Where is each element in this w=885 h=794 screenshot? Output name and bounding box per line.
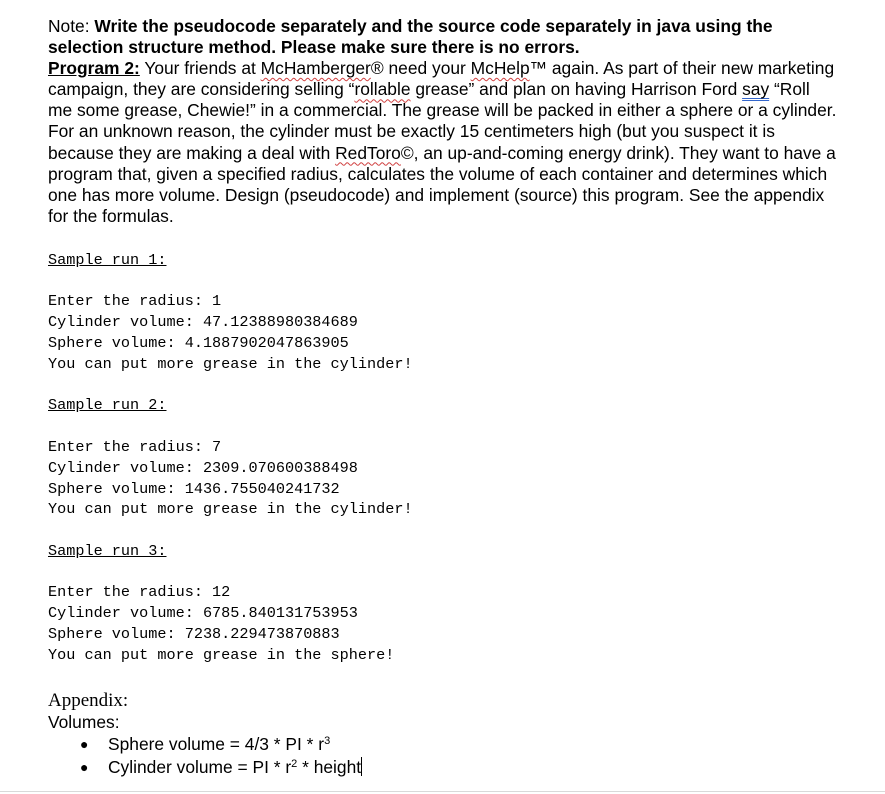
bullet-icon: ● bbox=[80, 758, 89, 775]
appendix-subtitle: Volumes: bbox=[48, 711, 120, 732]
program-text: “Roll me some grease, Chewie!” in a commercial. The grease will be packed in either a sphere or a cylinder. For an unknown reason, the cylinder must be exactly 15 centimeters high (but you suspect it is because they are making a deal with bbox=[48, 79, 837, 163]
sample-run-2 bbox=[48, 395, 838, 520]
output-line: Cylinder volume: 2309.070600388498 bbox=[48, 458, 358, 477]
program-text: ® need your bbox=[370, 58, 471, 79]
formula-exponent: 3 bbox=[324, 734, 331, 747]
output-line: You can put more grease in the sphere! bbox=[48, 645, 395, 664]
spellcheck-word[interactable]: rollable bbox=[354, 79, 411, 100]
note-paragraph bbox=[48, 16, 838, 58]
program-text: grease” and plan on having Harrison Ford bbox=[410, 79, 743, 100]
output-line: Cylinder volume: 47.12388980384689 bbox=[48, 313, 358, 332]
output-line: Cylinder volume: 6785.840131753953 bbox=[48, 604, 358, 623]
sample-run-1 bbox=[48, 250, 838, 375]
bullet-icon: ● bbox=[80, 735, 89, 752]
sample-run-heading: Sample run 2: bbox=[48, 396, 167, 415]
formula-text: Cylinder volume = PI * r bbox=[108, 756, 292, 777]
spellcheck-word[interactable]: RedToro bbox=[335, 142, 401, 163]
program-label: Program 2: bbox=[48, 58, 140, 79]
formula-text: Sphere volume = 4/3 * PI * r bbox=[108, 733, 325, 754]
formula-list bbox=[48, 733, 838, 779]
output-line: Enter the radius: 12 bbox=[48, 583, 231, 602]
note-instructions: Write the pseudocode separately and the source code separately in java using the selection structure method. Please make sure there is no errors. bbox=[48, 16, 773, 58]
sample-run-heading: Sample run 3: bbox=[48, 541, 167, 560]
output-line: You can put more grease in the cylinder! bbox=[48, 354, 413, 373]
output-line: Enter the radius: 7 bbox=[48, 437, 222, 456]
spellcheck-word[interactable]: McHamberger bbox=[260, 58, 371, 79]
sample-run-heading: Sample run 1: bbox=[48, 250, 167, 269]
output-line: Enter the radius: 1 bbox=[48, 292, 222, 311]
formula-item-sphere bbox=[80, 733, 838, 756]
appendix-title: Appendix: bbox=[48, 689, 129, 711]
program-text: ©, an up-and-coming energy drink). They want to have a program that, given a specified radius, calculates the volume of each container and determines which one has more volume. Design (pseudocode) and implement (source) this program. See the appendix for the formulas. bbox=[48, 142, 836, 226]
output-line: You can put more grease in the cylinder! bbox=[48, 500, 413, 519]
grammar-check-word[interactable]: say bbox=[742, 79, 770, 100]
program-text: Your friends at bbox=[139, 58, 261, 79]
program-paragraph bbox=[48, 58, 838, 227]
output-line: Sphere volume: 1436.755040241732 bbox=[48, 479, 340, 498]
formula-item-cylinder bbox=[80, 756, 838, 779]
sample-run-3 bbox=[48, 541, 838, 666]
program-text: ™ again. As part of their new marketing campaign, they are considering selling “ bbox=[48, 58, 835, 100]
text-cursor bbox=[361, 757, 362, 776]
formula-exponent: 2 bbox=[291, 757, 298, 770]
note-lead: Note: bbox=[48, 16, 95, 36]
document-page bbox=[48, 16, 838, 779]
output-line: Sphere volume: 4.1887902047863905 bbox=[48, 333, 349, 352]
formula-text: * height bbox=[297, 756, 362, 777]
appendix bbox=[48, 690, 838, 779]
spellcheck-word[interactable]: McHelp bbox=[470, 58, 530, 79]
page-bottom-border bbox=[0, 791, 885, 792]
output-line: Sphere volume: 7238.229473870883 bbox=[48, 625, 340, 644]
